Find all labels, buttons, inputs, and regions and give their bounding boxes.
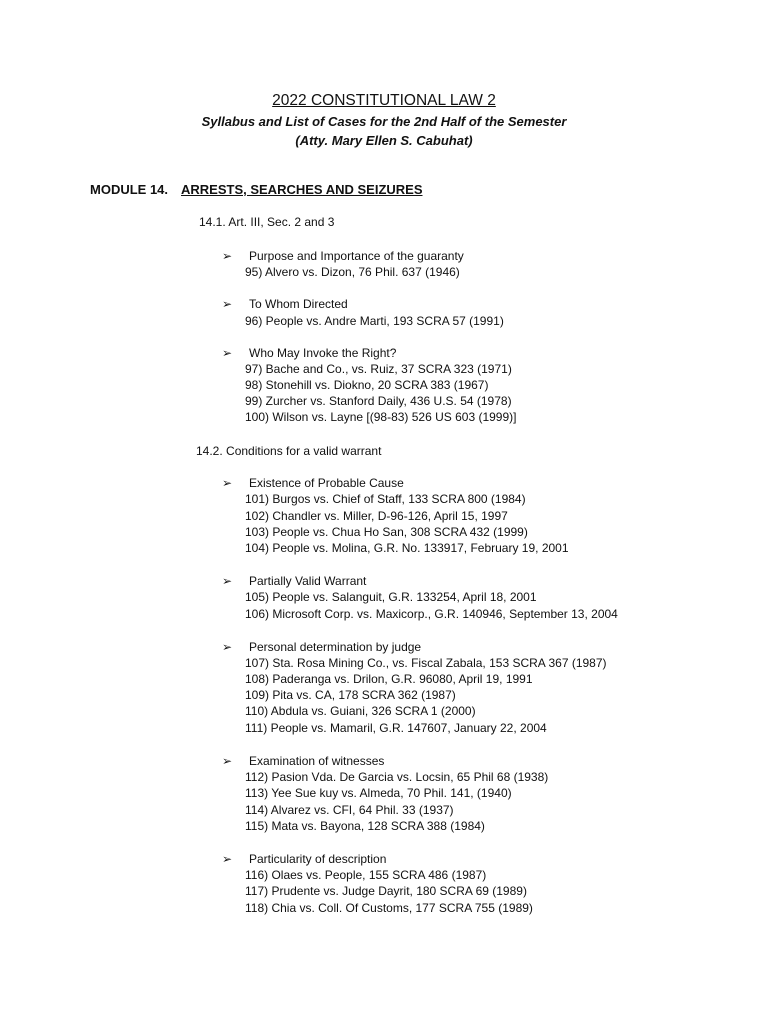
case-entry: 118) Chia vs. Coll. Of Customs, 177 SCRA 755 (1989) — [245, 901, 533, 915]
case-entry: 100) Wilson vs. Layne [(98-83) 526 US 603 (1999)] — [245, 410, 517, 424]
case-entry: 117) Prudente vs. Judge Dayrit, 180 SCRA 69 (1989) — [245, 884, 527, 898]
case-entry: 106) Microsoft Corp. vs. Maxicorp., G.R. 140946, September 13, 2004 — [245, 607, 618, 621]
section-heading: 14.1. Art. III, Sec. 2 and 3 — [199, 215, 335, 229]
case-entry: 98) Stonehill vs. Diokno, 20 SCRA 383 (1967) — [245, 378, 489, 392]
case-entry: 110) Abdula vs. Guiani, 326 SCRA 1 (2000) — [245, 704, 476, 718]
case-entry: 114) Alvarez vs. CFI, 64 Phil. 33 (1937) — [245, 803, 454, 817]
topic-label: Partially Valid Warrant — [249, 574, 367, 588]
bullet-arrow-icon: ➢ — [222, 476, 233, 490]
bullet-arrow-icon: ➢ — [222, 346, 233, 360]
case-entry: 113) Yee Sue kuy vs. Almeda, 70 Phil. 141, (1940) — [245, 786, 512, 800]
case-entry: 104) People vs. Molina, G.R. No. 133917, February 19, 2001 — [245, 541, 569, 555]
case-entry: 107) Sta. Rosa Mining Co., vs. Fiscal Zabala, 153 SCRA 367 (1987) — [245, 656, 607, 670]
document-title: 2022 CONSTITUTIONAL LAW 2 — [272, 92, 496, 109]
case-entry: 111) People vs. Mamaril, G.R. 147607, January 22, 2004 — [245, 721, 547, 735]
bullet-arrow-icon: ➢ — [222, 640, 233, 654]
case-entry: 112) Pasion Vda. De Garcia vs. Locsin, 65 Phil 68 (1938) — [245, 770, 549, 784]
case-entry: 95) Alvero vs. Dizon, 76 Phil. 637 (1946) — [245, 265, 460, 279]
case-entry: 105) People vs. Salanguit, G.R. 133254, April 18, 2001 — [245, 590, 537, 604]
bullet-arrow-icon: ➢ — [222, 852, 233, 866]
topic-label: Existence of Probable Cause — [249, 476, 404, 490]
topic-label: Examination of witnesses — [249, 754, 385, 768]
instructor-name: (Atty. Mary Ellen S. Cabuhat) — [295, 133, 473, 148]
topic-label: Purpose and Importance of the guaranty — [249, 249, 464, 263]
case-entry: 96) People vs. Andre Marti, 193 SCRA 57 (1991) — [245, 314, 504, 328]
section-heading: 14.2. Conditions for a valid warrant — [196, 444, 382, 458]
case-entry: 97) Bache and Co., vs. Ruiz, 37 SCRA 323 (1971) — [245, 362, 512, 376]
case-entry: 115) Mata vs. Bayona, 128 SCRA 388 (1984) — [245, 819, 485, 833]
bullet-arrow-icon: ➢ — [222, 249, 233, 263]
case-entry: 99) Zurcher vs. Stanford Daily, 436 U.S. 54 (1978) — [245, 394, 512, 408]
topic-label: Who May Invoke the Right? — [249, 346, 397, 360]
bullet-arrow-icon: ➢ — [222, 754, 233, 768]
case-entry: 101) Burgos vs. Chief of Staff, 133 SCRA 800 (1984) — [245, 492, 526, 506]
document-subtitle: Syllabus and List of Cases for the 2nd Half of the Semester — [201, 114, 567, 129]
topic-label: Particularity of description — [249, 852, 387, 866]
case-entry: 108) Paderanga vs. Drilon, G.R. 96080, April 19, 1991 — [245, 672, 533, 686]
module-title: ARRESTS, SEARCHES AND SEIZURES — [181, 182, 423, 197]
case-entry: 109) Pita vs. CA, 178 SCRA 362 (1987) — [245, 688, 456, 702]
case-entry: 103) People vs. Chua Ho San, 308 SCRA 432 (1999) — [245, 525, 528, 539]
topic-label: To Whom Directed — [249, 297, 348, 311]
bullet-arrow-icon: ➢ — [222, 297, 233, 311]
topic-label: Personal determination by judge — [249, 640, 422, 654]
module-number: MODULE 14. — [90, 182, 169, 197]
case-entry: 116) Olaes vs. People, 155 SCRA 486 (1987) — [245, 868, 487, 882]
bullet-arrow-icon: ➢ — [222, 574, 233, 588]
case-entry: 102) Chandler vs. Miller, D-96-126, April 15, 1997 — [245, 509, 508, 523]
